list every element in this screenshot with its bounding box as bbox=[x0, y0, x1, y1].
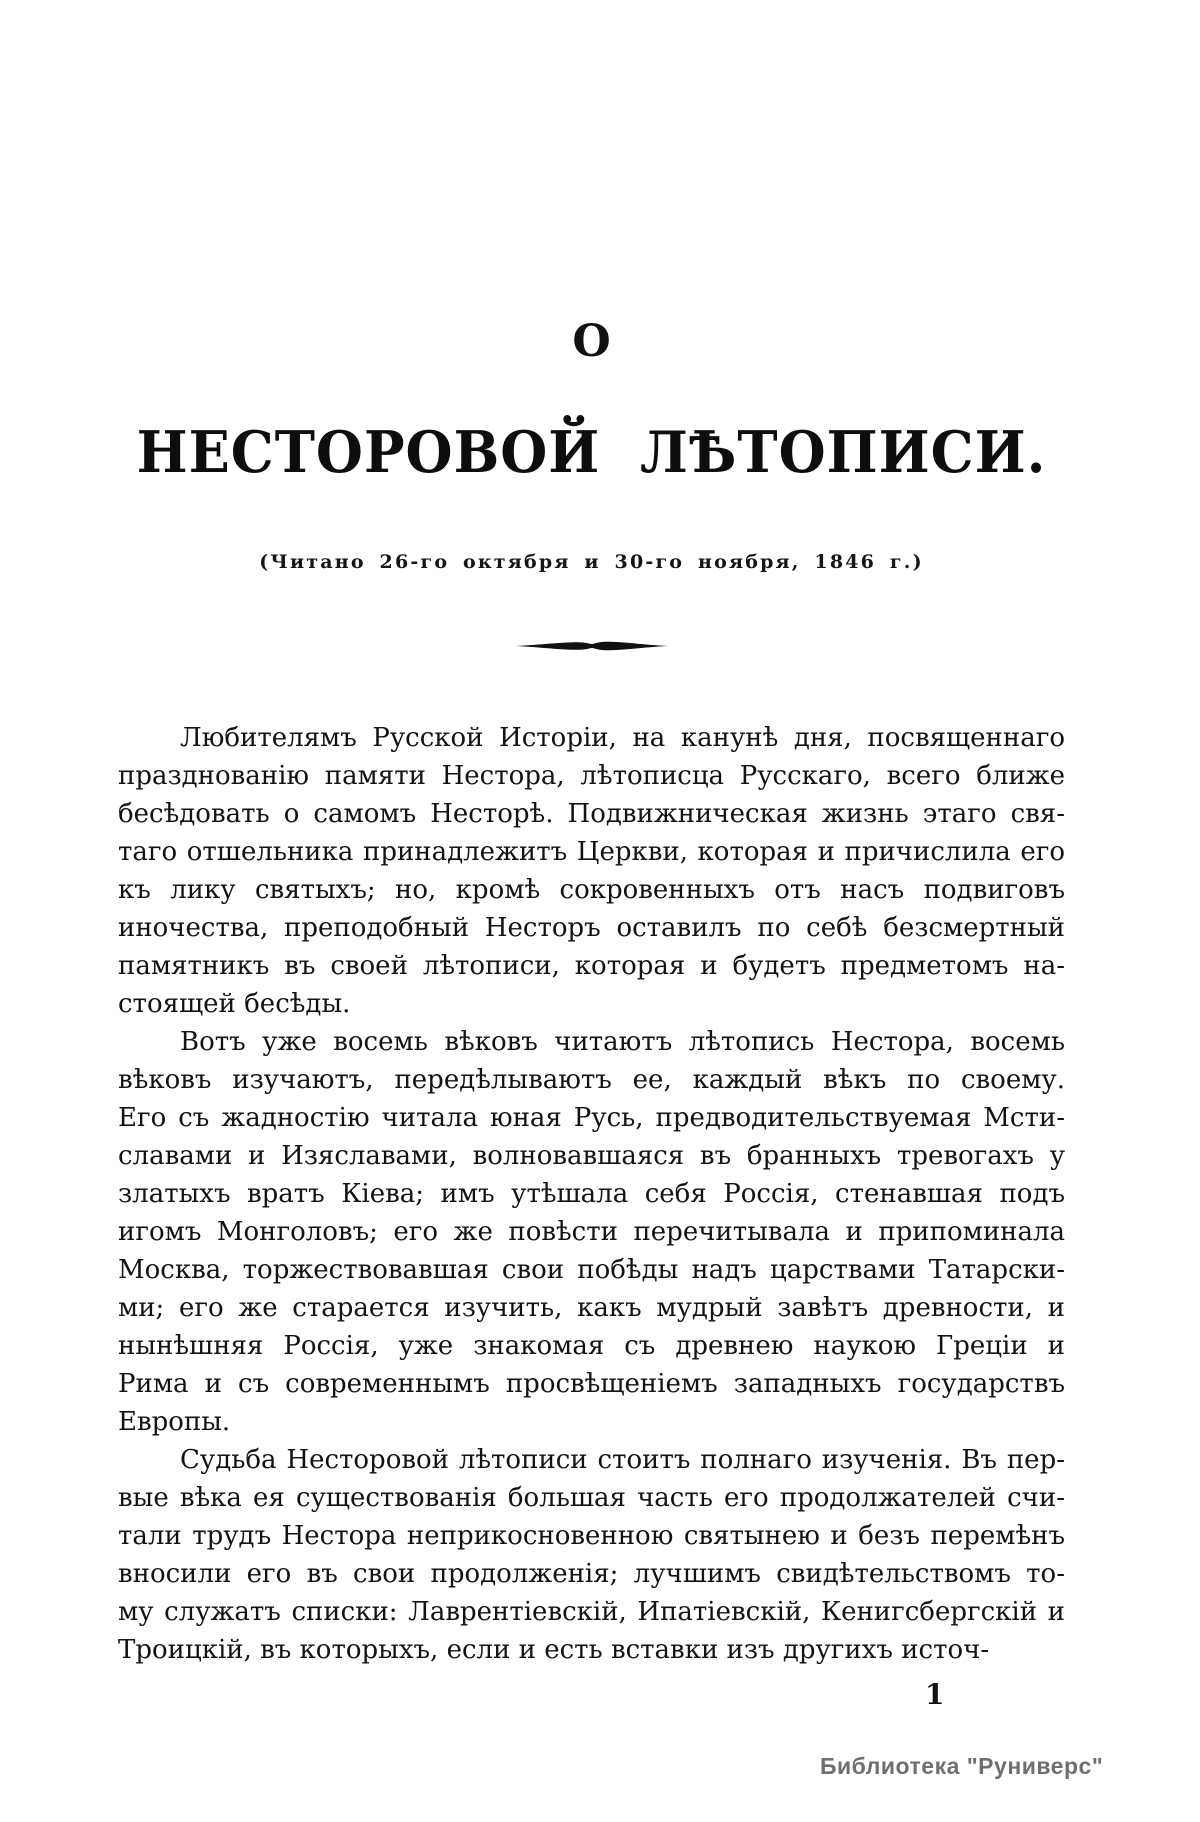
text-line: нынѣшняя Россія, уже знакомая съ древнею наукою Греціи и bbox=[118, 1331, 1065, 1361]
text-line: Его съ жадностію читала юная Русь, предводительствуемая Мсти- bbox=[118, 1103, 1065, 1133]
text-line: иночества, преподобный Несторъ оставилъ по себѣ безсмертный bbox=[118, 913, 1065, 943]
page-number: 1 bbox=[925, 1678, 945, 1711]
text-line: вые вѣка ея существованія большая часть его продолжателей счи- bbox=[118, 1483, 1065, 1513]
text-line: златыхъ вратъ Кіева; имъ утѣшала себя Россія, стенавшая подъ bbox=[118, 1179, 1065, 1209]
paragraph bbox=[118, 719, 1065, 1023]
text-line: вносили его въ свои продолженія; лучшимъ свидѣтельствомъ то- bbox=[118, 1559, 1065, 1589]
text-line: Европы. bbox=[118, 1407, 231, 1437]
text-line: Троицкій, въ которыхъ, если и есть вставки изъ другихъ источ- bbox=[118, 1635, 990, 1665]
divider-ornament bbox=[514, 641, 670, 651]
title-subtitle: (Читано 26-го октября и 30-го ноября, 1846 г.) bbox=[259, 551, 924, 573]
text-line: Судьба Несторовой лѣтописи стоитъ полнаго изученія. Въ пер- bbox=[180, 1445, 1065, 1475]
text-line: стоящей бесѣды. bbox=[118, 989, 351, 1019]
text-line: къ лику святыхъ; но, кромѣ сокровенныхъ отъ насъ подвиговъ bbox=[118, 875, 1065, 905]
text-line: игомъ Монголовъ; его же повѣсти перечитывала и припоминала bbox=[118, 1217, 1065, 1247]
text-line: Вотъ уже восемь вѣковъ читаютъ лѣтопись Нестора, восемь bbox=[180, 1027, 1065, 1057]
text-line: му служатъ списки: Лаврентіевскій, Ипатіевскій, Кенигсбергскій и bbox=[118, 1597, 1065, 1627]
text-line: памятникъ въ своей лѣтописи, которая и будетъ предметомъ на- bbox=[118, 951, 1065, 981]
paragraph bbox=[118, 1023, 1065, 1441]
text-line: празднованію памяти Нестора, лѣтописца Русскаго, всего ближе bbox=[118, 761, 1065, 791]
text-line: бесѣдовать о самомъ Несторѣ. Подвижническая жизнь этаго свя- bbox=[118, 799, 1065, 829]
text-line: таго отшельника принадлежитъ Церкви, которая и причислила его bbox=[118, 837, 1065, 867]
body-text bbox=[118, 719, 1065, 1669]
text-line: вѣковъ изучаютъ, передѣлываютъ ее, каждый вѣкъ по своему. bbox=[118, 1065, 1065, 1095]
page-title: НЕСТОРОВОЙ ЛѢТОПИСИ. bbox=[136, 418, 1047, 486]
runivers-watermark: Библиотека "Руниверс" bbox=[820, 1753, 1104, 1779]
text-line: Рима и съ современнымъ просвѣщеніемъ западныхъ государствъ bbox=[118, 1369, 1065, 1399]
title-letter-o: О bbox=[572, 316, 611, 367]
paragraph bbox=[118, 1441, 1065, 1669]
text-line: ми; его же старается изучить, какъ мудрый завѣтъ древности, и bbox=[118, 1293, 1065, 1323]
text-line: тали трудъ Нестора неприкосновенною святынею и безъ перемѣнъ bbox=[118, 1521, 1065, 1551]
text-line: Москва, торжествовавшая свои побѣды надъ царствами Татарски- bbox=[118, 1255, 1065, 1285]
text-line: славами и Изяславами, волновавшаяся въ бранныхъ тревогахъ у bbox=[118, 1141, 1065, 1171]
text-line: Любителямъ Русской Исторіи, на канунѣ дня, посвященнаго bbox=[180, 723, 1065, 753]
